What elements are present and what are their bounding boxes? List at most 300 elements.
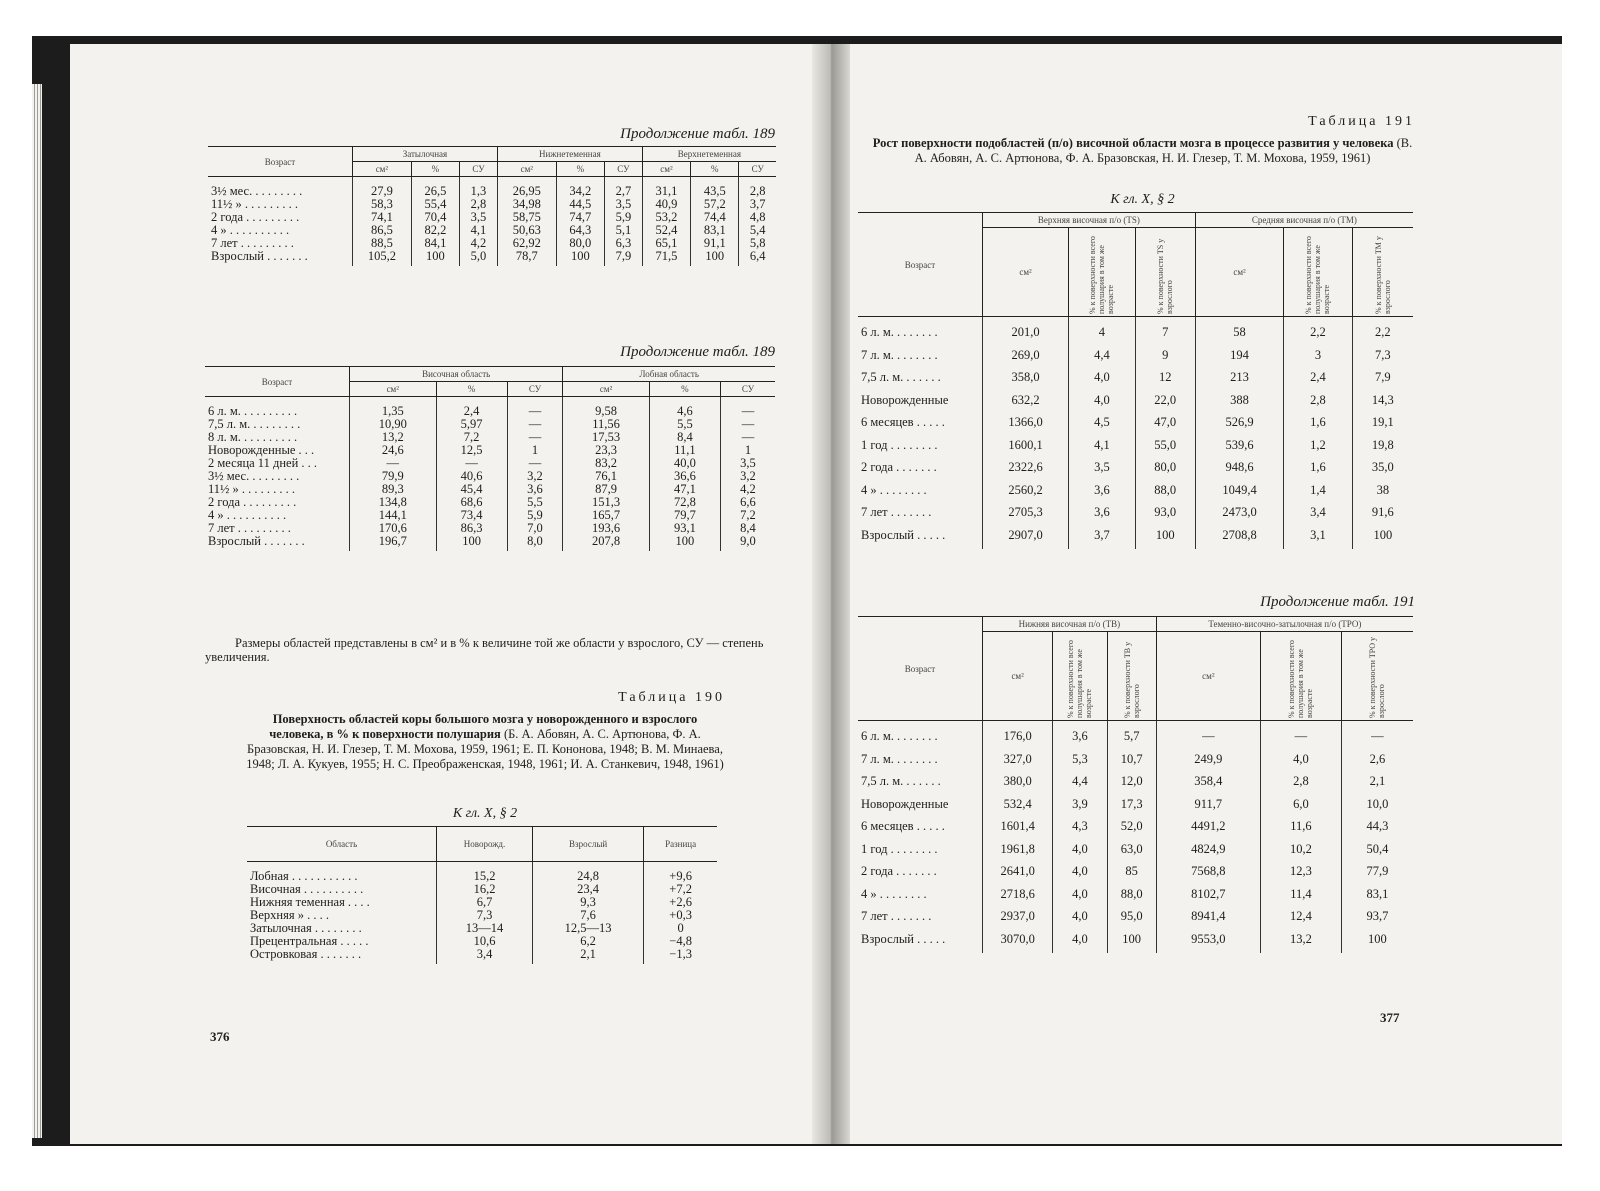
- page-number: 376: [210, 1029, 230, 1044]
- row-label: 7,5 л. м. . . . . . .: [861, 370, 941, 384]
- table-cell: 38: [1352, 479, 1413, 502]
- row-label: Верхняя » . . . .: [250, 908, 329, 922]
- table-cell: 2937,0: [983, 905, 1053, 928]
- table-cell: 9,3: [533, 896, 644, 909]
- table-cell: 12,4: [1261, 905, 1342, 928]
- column-unit-header: см²: [642, 162, 690, 177]
- row-label: 7,5 л. м. . . . . . .: [861, 774, 941, 788]
- table-cell: 17,3: [1107, 793, 1156, 816]
- table-label: Таблица 190: [618, 690, 725, 705]
- row-label: Островковая . . . . . . .: [250, 947, 362, 961]
- table-cell: 7,6: [533, 909, 644, 922]
- table-cell: 4,4: [1053, 770, 1107, 793]
- table-cell: 6,6: [720, 496, 775, 509]
- table-cell: 4,5: [1069, 411, 1136, 434]
- table-cell: 80,0: [556, 237, 604, 250]
- table-cell: 4,3: [1053, 815, 1107, 838]
- table-cell: 8,0: [507, 535, 563, 551]
- column-unit-label: % к поверхности TPO у взрослого: [1368, 636, 1387, 718]
- table-cell: 2,6: [1341, 748, 1413, 771]
- table-cell: 2473,0: [1195, 501, 1283, 524]
- table-cell: 2,2: [1352, 317, 1413, 344]
- column-unit-header: [1053, 632, 1107, 721]
- continuation-caption: Продолжение табл. 189: [620, 344, 775, 360]
- table-cell: 100: [691, 250, 739, 266]
- table-cell: 213: [1195, 366, 1283, 389]
- table-cell: 4,2: [460, 237, 498, 250]
- table-cell: 82,2: [411, 224, 459, 237]
- table-cell: 100: [1107, 928, 1156, 954]
- table-row: [858, 793, 1413, 816]
- table-cell: 72,8: [649, 496, 720, 509]
- table-cell: 3,4: [437, 948, 533, 964]
- table-row: [858, 883, 1413, 906]
- row-label: Новорожденные . . .: [208, 443, 315, 457]
- table-row: [858, 479, 1413, 502]
- table-cell: 100: [1352, 524, 1413, 550]
- table-title: Рост поверхности подобластей (п/о) височной области мозга в процессе развития у человека: [872, 136, 1394, 150]
- table-cell: 388: [1195, 389, 1283, 412]
- table-cell: 5,5: [507, 496, 563, 509]
- table-cell: 58,75: [497, 211, 556, 224]
- table-cell: 34,98: [497, 198, 556, 211]
- table-cell: 12,5—13: [533, 922, 644, 935]
- table-cell: 44,5: [556, 198, 604, 211]
- table-cell: 532,4: [983, 793, 1053, 816]
- table-cell: 91,6: [1352, 501, 1413, 524]
- table-cell: 1961,8: [983, 838, 1053, 861]
- table-cell: 1,6: [1284, 411, 1352, 434]
- row-label: 1 год . . . . . . . .: [861, 437, 938, 452]
- table-cell: 12: [1135, 366, 1195, 389]
- row-label: 7,5 л. м. . . . . . . . .: [208, 417, 301, 431]
- table-cell: 8102,7: [1156, 883, 1260, 906]
- table-cell: 8,4: [649, 431, 720, 444]
- table-cell: —: [436, 457, 507, 470]
- table-cell: 4,1: [460, 224, 498, 237]
- table-cell: 22,0: [1135, 389, 1195, 412]
- right-page: [850, 44, 1562, 1144]
- table-cell: 948,6: [1195, 456, 1283, 479]
- table-cell: −1,3: [644, 948, 717, 964]
- table-cell: 5,97: [436, 418, 507, 431]
- row-label: 2 года . . . . . . .: [861, 460, 937, 474]
- table-cell: 12,5: [436, 444, 507, 457]
- table-cell: 40,9: [642, 198, 690, 211]
- row-label: 7 лет . . . . . . .: [861, 505, 932, 519]
- table-cell: 62,92: [497, 237, 556, 250]
- table-cell: —: [720, 418, 775, 431]
- table-cell: 86,3: [436, 522, 507, 535]
- table-cell: 2705,3: [983, 501, 1069, 524]
- table-cell: +9,6: [644, 862, 717, 884]
- page-number: 377: [1380, 1010, 1400, 1025]
- table-cell: 11,6: [1261, 815, 1342, 838]
- table-row: [858, 928, 1413, 954]
- table-cell: 10,2: [1261, 838, 1342, 861]
- table-cell: 88,5: [353, 237, 412, 250]
- table-cell: 2322,6: [983, 456, 1069, 479]
- table-cell: 13,2: [350, 431, 437, 444]
- row-label: 8 л. м. . . . . . . . . .: [208, 430, 298, 444]
- column-header: Взрослый: [533, 827, 644, 862]
- table-cell: 4,0: [1053, 860, 1107, 883]
- table-cell: 4,0: [1053, 883, 1107, 906]
- table-authors: (В. А. Абовян, А. С. Артюнова, Ф. А. Бразовская, Н. И. Глезер, Т. М. Мохова, 1959, 1961): [914, 136, 1413, 165]
- table-cell: 1049,4: [1195, 479, 1283, 502]
- row-label: Новорожденные: [861, 796, 949, 811]
- column-unit-label: % к поверхности TB у взрослого: [1122, 641, 1141, 718]
- table-row: [205, 397, 775, 419]
- column-unit-header: СУ: [720, 382, 775, 397]
- table-cell: 6,4: [739, 250, 776, 266]
- page-edges-left: [32, 84, 42, 1138]
- table-cell: 74,1: [353, 211, 412, 224]
- table-cell: 4,0: [1053, 838, 1107, 861]
- row-label: 7 лет . . . . . . . . .: [211, 236, 294, 250]
- table-cell: 7: [1135, 317, 1195, 344]
- column-group-header: Нижняя височная п/о (TB): [983, 617, 1157, 632]
- table-cell: 170,6: [350, 522, 437, 535]
- table-cell: 3,6: [1053, 721, 1107, 748]
- table-cell: 3,9: [1053, 793, 1107, 816]
- table-cell: 91,1: [691, 237, 739, 250]
- column-header-age: Возраст: [205, 367, 350, 397]
- table-cell: 87,9: [563, 483, 650, 496]
- table-cell: 76,1: [563, 470, 650, 483]
- row-label: Лобная . . . . . . . . . . .: [250, 869, 358, 883]
- table-cell: 165,7: [563, 509, 650, 522]
- table-cell: 105,2: [353, 250, 412, 266]
- table-cell: 8,4: [720, 522, 775, 535]
- table-row: [208, 177, 776, 199]
- column-unit-label: % к поверхности всего полушария в том же возрасте: [1088, 236, 1116, 314]
- table-row: [858, 411, 1413, 434]
- table-cell: 4,2: [720, 483, 775, 496]
- column-header-age: Возраст: [858, 617, 983, 721]
- table-cell: 3: [1284, 344, 1352, 367]
- table-189-part-1: [208, 146, 776, 266]
- table-cell: 83,1: [691, 224, 739, 237]
- table-cell: 3,7: [739, 198, 776, 211]
- table-cell: 23,4: [533, 883, 644, 896]
- table-cell: 358,0: [983, 366, 1069, 389]
- column-unit-label: % к поверхности TM у взрослого: [1373, 236, 1392, 314]
- table-cell: 249,9: [1156, 748, 1260, 771]
- column-unit-header: см²: [1195, 228, 1283, 317]
- table-cell: 83,2: [563, 457, 650, 470]
- table-190: [247, 826, 717, 964]
- table-cell: 4824,9: [1156, 838, 1260, 861]
- table-cell: 2,1: [1341, 770, 1413, 793]
- table-cell: 63,0: [1107, 838, 1156, 861]
- row-label: Височная . . . . . . . . . .: [250, 882, 364, 896]
- row-label: 2 года . . . . . . . . .: [208, 495, 297, 509]
- column-unit-header: см²: [983, 632, 1053, 721]
- table-cell: 1: [507, 444, 563, 457]
- continuation-caption: Продолжение табл. 189: [620, 126, 775, 142]
- table-cell: +2,6: [644, 896, 717, 909]
- row-label: 2 года . . . . . . .: [861, 864, 937, 878]
- row-label: 1 год . . . . . . . .: [861, 841, 938, 856]
- table-cell: 52,0: [1107, 815, 1156, 838]
- table-cell: 2,7: [604, 177, 642, 199]
- table-cell: 74,7: [556, 211, 604, 224]
- table-cell: 16,2: [437, 883, 533, 896]
- table-cell: 10,90: [350, 418, 437, 431]
- table-cell: 144,1: [350, 509, 437, 522]
- column-unit-header: см²: [497, 162, 556, 177]
- table-row: [858, 456, 1413, 479]
- table-cell: 23,3: [563, 444, 650, 457]
- table-cell: 2,8: [1261, 770, 1342, 793]
- table-cell: 269,0: [983, 344, 1069, 367]
- row-label: 6 л. м. . . . . . . .: [861, 325, 938, 339]
- table-row: [858, 389, 1413, 412]
- table-cell: 7,2: [436, 431, 507, 444]
- table-cell: 3,7: [1069, 524, 1136, 550]
- table-cell: 93,1: [649, 522, 720, 535]
- table-cell: 74,4: [691, 211, 739, 224]
- row-label: 2 года . . . . . . . . .: [211, 210, 300, 224]
- table-cell: 1601,4: [983, 815, 1053, 838]
- table-cell: 2,1: [533, 948, 644, 964]
- table-cell: 327,0: [983, 748, 1053, 771]
- table-cell: 4,8: [739, 211, 776, 224]
- column-group-header: Затылочная: [353, 147, 498, 162]
- table-cell: 17,53: [563, 431, 650, 444]
- column-header: Новорожд.: [437, 827, 533, 862]
- table-cell: 45,4: [436, 483, 507, 496]
- row-label: Взрослый . . . . . . .: [208, 534, 305, 548]
- table-cell: 24,8: [533, 862, 644, 884]
- column-unit-header: СУ: [460, 162, 498, 177]
- table-cell: 6,7: [437, 896, 533, 909]
- table-cell: +7,2: [644, 883, 717, 896]
- column-unit-label: % к поверхности всего полушария в том же возрасте: [1066, 640, 1094, 718]
- column-header: Разница: [644, 827, 717, 862]
- table-cell: 53,2: [642, 211, 690, 224]
- row-label: 6 месяцев . . . . .: [861, 415, 945, 429]
- row-label: 6 л. м. . . . . . . . . .: [208, 404, 298, 418]
- table-cell: 100: [411, 250, 459, 266]
- table-cell: 36,6: [649, 470, 720, 483]
- column-unit-header: см²: [350, 382, 437, 397]
- table-row: [858, 434, 1413, 457]
- table-cell: 100: [1135, 524, 1195, 550]
- table-cell: 1,6: [1284, 456, 1352, 479]
- row-label: 7 лет . . . . . . . . .: [208, 521, 291, 535]
- table-cell: 7568,8: [1156, 860, 1260, 883]
- table-cell: 44,3: [1341, 815, 1413, 838]
- table-cell: 12,3: [1261, 860, 1342, 883]
- table-cell: 2907,0: [983, 524, 1069, 550]
- table-cell: 55,4: [411, 198, 459, 211]
- row-label: 4 » . . . . . . . .: [861, 886, 927, 901]
- table-cell: 83,1: [1341, 883, 1413, 906]
- table-cell: 88,0: [1107, 883, 1156, 906]
- table-cell: 79,9: [350, 470, 437, 483]
- table-cell: 86,5: [353, 224, 412, 237]
- table-heading: [245, 712, 725, 772]
- row-label: Затылочная . . . . . . . .: [250, 921, 362, 935]
- table-cell: 2641,0: [983, 860, 1053, 883]
- table-cell: 5,7: [1107, 721, 1156, 748]
- table-row: [247, 948, 717, 964]
- table-cell: 5,5: [649, 418, 720, 431]
- table-row: [858, 317, 1413, 344]
- table-cell: 3,2: [720, 470, 775, 483]
- table-cell: 5,3: [1053, 748, 1107, 771]
- table-cell: 78,7: [497, 250, 556, 266]
- table-cell: 73,4: [436, 509, 507, 522]
- row-label: Взрослый . . . . . . .: [211, 249, 308, 263]
- table-cell: 7,3: [1352, 344, 1413, 367]
- table-cell: 196,7: [350, 535, 437, 551]
- table-cell: 4,0: [1069, 389, 1136, 412]
- table-row: [858, 860, 1413, 883]
- table-cell: 85: [1107, 860, 1156, 883]
- column-group-header: Лобная область: [563, 367, 775, 382]
- table-cell: 100: [649, 535, 720, 551]
- column-unit-header: см²: [353, 162, 412, 177]
- table-cell: 1,35: [350, 397, 437, 419]
- table-row: [208, 250, 776, 266]
- table-cell: 100: [1341, 928, 1413, 954]
- row-label: 7 л. м. . . . . . . .: [861, 347, 938, 362]
- column-unit-header: СУ: [507, 382, 563, 397]
- table-cell: 3,4: [1284, 501, 1352, 524]
- table-cell: 100: [436, 535, 507, 551]
- row-label: 4 » . . . . . . . . . .: [208, 508, 287, 522]
- book-spine: [812, 44, 850, 1144]
- column-unit-header: [1107, 632, 1156, 721]
- table-cell: 3,5: [1069, 456, 1136, 479]
- table-cell: 11,56: [563, 418, 650, 431]
- table-cell: 5,1: [604, 224, 642, 237]
- row-label: Взрослый . . . . .: [861, 931, 946, 946]
- table-cell: 26,95: [497, 177, 556, 199]
- table-cell: 176,0: [983, 721, 1053, 748]
- table-cell: 1,4: [1284, 479, 1352, 502]
- table-cell: 4,0: [1053, 905, 1107, 928]
- table-cell: 2,4: [1284, 366, 1352, 389]
- table-cell: 68,6: [436, 496, 507, 509]
- column-unit-label: % к поверхности TS у взрослого: [1156, 238, 1175, 314]
- table-cell: 3,5: [720, 457, 775, 470]
- table-cell: 70,4: [411, 211, 459, 224]
- table-cell: 6,2: [533, 935, 644, 948]
- table-191-part-1: [858, 212, 1413, 549]
- column-unit-header: %: [556, 162, 604, 177]
- table-cell: 1: [720, 444, 775, 457]
- table-cell: 9553,0: [1156, 928, 1260, 954]
- table-cell: 2718,6: [983, 883, 1053, 906]
- table-cell: 5,4: [739, 224, 776, 237]
- table-cell: 1366,0: [983, 411, 1069, 434]
- table-cell: 3,5: [460, 211, 498, 224]
- table-label: Таблица 191: [1308, 114, 1415, 129]
- continuation-caption: Продолжение табл. 191: [1260, 594, 1415, 610]
- table-cell: 4491,2: [1156, 815, 1260, 838]
- table-cell: 84,1: [411, 237, 459, 250]
- row-label: 4 » . . . . . . . .: [861, 482, 927, 497]
- table-cell: 8941,4: [1156, 905, 1260, 928]
- row-label: 7 л. м. . . . . . . .: [861, 751, 938, 766]
- row-label: 2 месяца 11 дней . . .: [208, 456, 318, 470]
- table-cell: 6,0: [1261, 793, 1342, 816]
- column-unit-header: [1261, 632, 1342, 721]
- table-cell: 4,0: [1053, 928, 1107, 954]
- table-cell: 3,6: [1069, 501, 1136, 524]
- table-cell: 11,4: [1261, 883, 1342, 906]
- table-row: [858, 838, 1413, 861]
- table-cell: —: [507, 418, 563, 431]
- table-cell: 632,2: [983, 389, 1069, 412]
- column-unit-header: [1284, 228, 1352, 317]
- table-cell: 358,4: [1156, 770, 1260, 793]
- column-group-header: Верхняя височная п/о (TS): [983, 213, 1196, 228]
- table-cell: —: [507, 457, 563, 470]
- table-row: [208, 211, 776, 224]
- table-cell: 1,3: [460, 177, 498, 199]
- table-cell: 9,0: [720, 535, 775, 551]
- open-book: [32, 36, 1562, 1146]
- row-label: 6 л. м. . . . . . . .: [861, 729, 938, 743]
- table-cell: 5,9: [604, 211, 642, 224]
- table-cell: 9,58: [563, 397, 650, 419]
- table-cell: 13,2: [1261, 928, 1342, 954]
- table-cell: 89,3: [350, 483, 437, 496]
- table-cell: 134,8: [350, 496, 437, 509]
- table-cell: —: [507, 431, 563, 444]
- table-cell: 19,1: [1352, 411, 1413, 434]
- column-header-age: Возраст: [858, 213, 983, 317]
- table-cell: 65,1: [642, 237, 690, 250]
- table-cell: —: [1341, 721, 1413, 748]
- table-cell: 3,6: [507, 483, 563, 496]
- table-cell: 3,6: [1069, 479, 1136, 502]
- row-label: Прецентральная . . . . .: [250, 934, 369, 948]
- table-cell: —: [720, 397, 775, 419]
- column-unit-header: см²: [983, 228, 1069, 317]
- column-unit-header: см²: [563, 382, 650, 397]
- table-cell: 201,0: [983, 317, 1069, 344]
- table-cell: 151,3: [563, 496, 650, 509]
- column-header-age: Возраст: [208, 147, 353, 177]
- table-cell: 77,9: [1341, 860, 1413, 883]
- table-cell: 3,1: [1284, 524, 1352, 550]
- column-unit-header: [1341, 632, 1413, 721]
- table-cell: 911,7: [1156, 793, 1260, 816]
- table-cell: 27,9: [353, 177, 412, 199]
- column-header: Область: [247, 827, 437, 862]
- table-row: [858, 524, 1413, 550]
- table-cell: 58: [1195, 317, 1283, 344]
- row-label: 6 месяцев . . . . .: [861, 819, 945, 833]
- table-cell: 4,4: [1069, 344, 1136, 367]
- table-cell: 7,9: [604, 250, 642, 266]
- table-authors: (Б. А. Абовян, А. С. Артюнова, Ф. А. Бразовская, Н. И. Глезер, Т. М. Мохова, 1959, 1961; Е. П. Кононова, 1948; В. М. Минаева, 1948; Л. А. Кукуев, 1955; Н. С. Преображенская, 1948, 1961; И. А. Станкевич, 1948, 1961): [246, 727, 724, 771]
- table-cell: 380,0: [983, 770, 1053, 793]
- column-unit-header: %: [436, 382, 507, 397]
- table-cell: 13—14: [437, 922, 533, 935]
- column-unit-label: % к поверхности всего полушария в том же возрасте: [1304, 236, 1332, 314]
- table-row: [205, 535, 775, 551]
- row-label: 11½ » . . . . . . . . .: [208, 482, 296, 496]
- column-group-header: Височная область: [350, 367, 563, 382]
- table-cell: 10,7: [1107, 748, 1156, 771]
